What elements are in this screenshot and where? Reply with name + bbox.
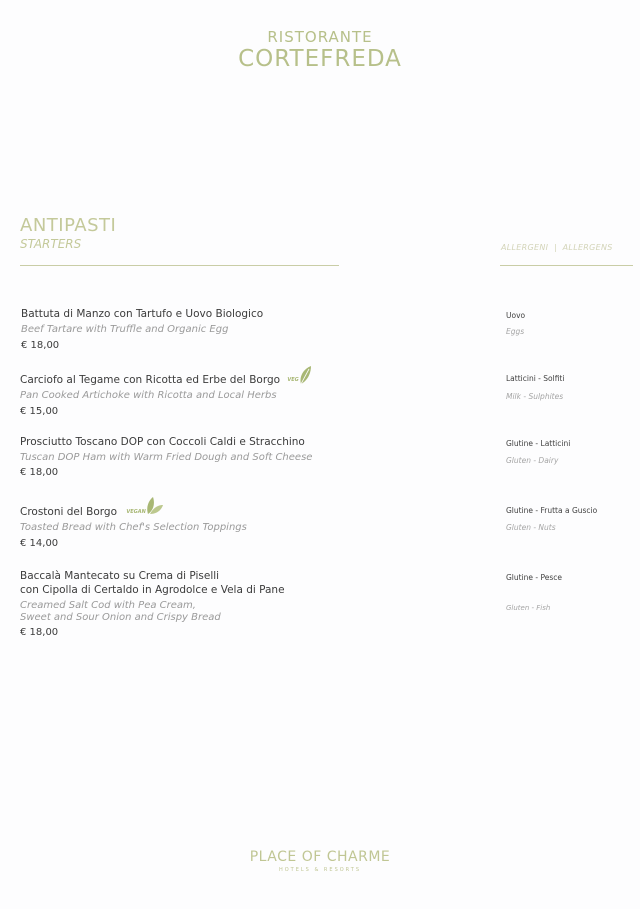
double-leaf-icon [144, 496, 164, 516]
dish-description: Beef Tartare with Truffle and Organic Egg [21, 324, 229, 335]
dish-description: Tuscan DOP Ham with Warm Fried Dough and Soft Cheese [20, 452, 313, 463]
dish-price: € 18,00 [20, 627, 59, 638]
logo-line-ristorante: RISTORANTE [267, 28, 373, 46]
dish-name-text: Crostoni del Borgo [20, 506, 117, 518]
allergen-italian: Glutine - Frutta a Guscio [506, 506, 598, 515]
allergen-english: Eggs [506, 327, 525, 336]
dish-name-line-2: con Cipolla di Certaldo in Agrodolce e Vela di Pane [20, 584, 285, 596]
dish-description: Pan Cooked Artichoke with Ricotta and Local Herbs [20, 390, 277, 401]
allergen-italian: Glutine - Latticini [506, 439, 571, 448]
footer-brand-name: PLACE OF CHARME [249, 849, 391, 865]
dish-price: € 14,00 [20, 538, 59, 549]
allergens-header: ALLERGENI | ALLERGENS [501, 243, 613, 252]
section-divider [20, 265, 339, 266]
dish-price: € 18,00 [21, 340, 60, 351]
allergen-italian: Uovo [506, 311, 526, 320]
dish-description-line-2: Sweet and Sour Onion and Crispy Bread [20, 612, 221, 623]
allergen-info [506, 506, 597, 533]
allergen-italian: Glutine - Pesce [506, 573, 563, 582]
dish-price: € 18,00 [20, 467, 59, 478]
section-title: ANTIPASTI [20, 215, 117, 236]
vegan-badge-label: VEGAN [126, 509, 146, 515]
menu-item [20, 503, 247, 551]
restaurant-logo [0, 28, 640, 72]
dish-name [20, 371, 313, 387]
menu-item [21, 307, 263, 353]
dish-description-line-1: Creamed Salt Cod with Pea Cream, [20, 600, 196, 611]
dish-name: Battuta di Manzo con Tartufo e Uovo Biologico [21, 308, 264, 320]
dish-price: € 15,00 [20, 406, 59, 417]
vegan-badge [124, 503, 164, 519]
allergen-english: Gluten - Nuts [506, 523, 556, 532]
footer-brand [0, 849, 640, 875]
dish-name-text: Carciofo al Tegame con Ricotta ed Erbe del Borgo [20, 374, 281, 386]
dish-description: Toasted Bread with Chef's Selection Toppings [20, 522, 247, 533]
allergen-info [506, 374, 564, 402]
allergen-english: Gluten - Dairy [506, 456, 559, 465]
allergen-info [506, 573, 562, 613]
allergen-english: Gluten - Fish [506, 604, 551, 612]
dish-name-line-1: Baccalà Mantecato su Crema di Piselli [20, 570, 220, 582]
footer-brand-tagline: HOTELS & RESORTS [278, 867, 362, 873]
menu-item [20, 371, 313, 419]
menu-item [20, 569, 285, 640]
allergens-divider [500, 265, 633, 266]
menu-item [20, 435, 312, 480]
veg-badge-label: VEG [287, 377, 299, 383]
allergen-info [506, 311, 525, 337]
section-subtitle: STARTERS [20, 237, 82, 251]
allergen-info [506, 439, 570, 466]
veg-badge [287, 371, 313, 387]
dish-name [20, 503, 247, 519]
leaf-icon [298, 365, 312, 385]
allergen-english: Milk - Sulphites [506, 392, 564, 401]
logo-line-cortefreda: CORTEFREDA [238, 46, 402, 72]
allergen-italian: Latticini - Solfiti [506, 374, 565, 383]
dish-name: Prosciutto Toscano DOP con Coccoli Caldi e Stracchino [20, 436, 305, 448]
